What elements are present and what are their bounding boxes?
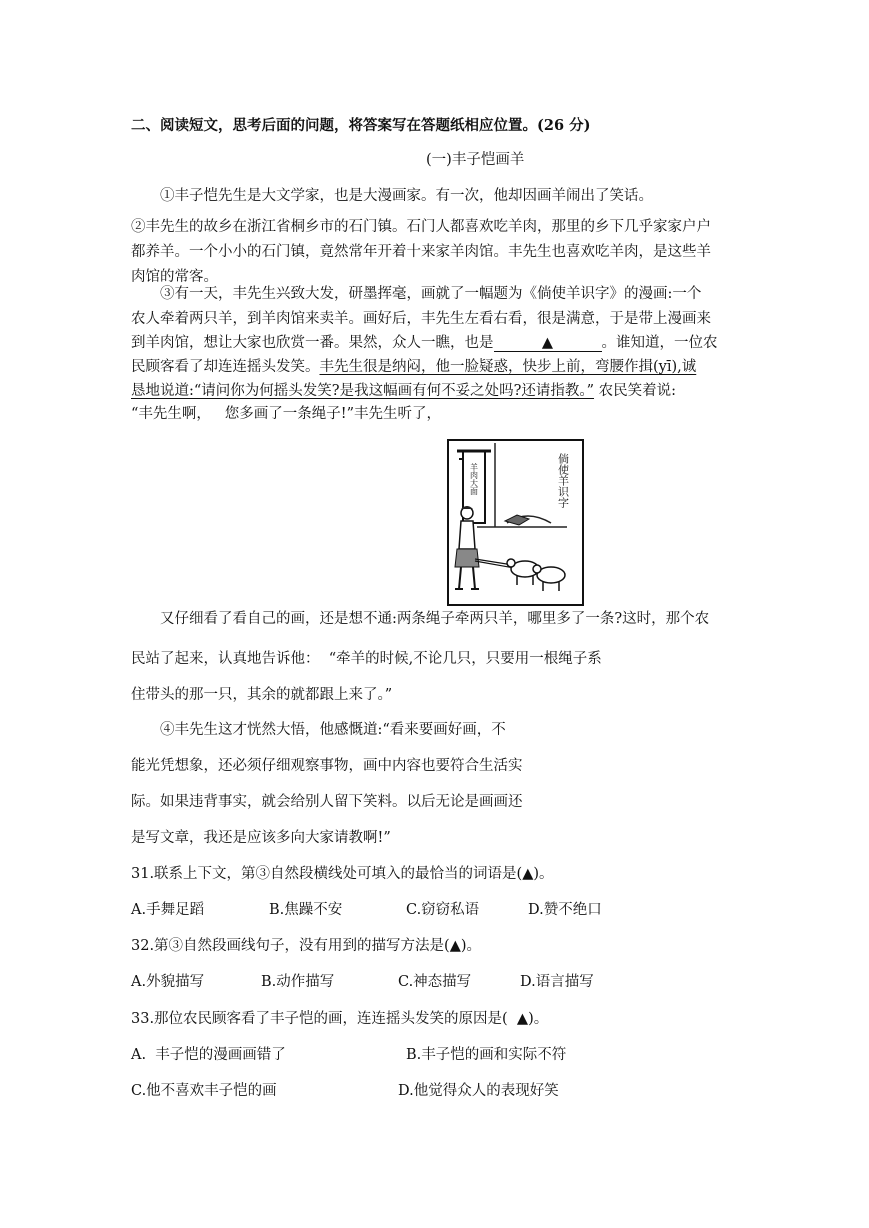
cartoon-caption: 倘使羊识字	[556, 453, 570, 508]
paragraph-4-line-4: 是写文章，我还是应该多向大家请教啊!”	[131, 830, 391, 846]
paragraph-3-line-3-end: 。谁知道，一位农	[601, 335, 718, 351]
cartoon-illustration	[447, 439, 584, 606]
paragraph-3-line-3-text: 到羊肉馆，想让大家也欣赏一番。果然，众人一瞧，也是	[131, 335, 494, 351]
paragraph-3-line-4	[131, 357, 696, 377]
question-31-option-b[interactable]: B.焦躁不安	[269, 902, 343, 918]
shop-sign-text: 羊肉大面	[469, 463, 479, 495]
paragraph-2-line-2: 都养羊。一个小小的石门镇，竟然常年开着十来家羊肉馆。丰先生也喜欢吃羊肉，是这些羊	[131, 244, 711, 260]
paragraph-3-line-8: 民站了起来，认真地告诉他： “牵羊的时候,不论几只，只要用一根绳子系	[131, 651, 602, 667]
paragraph-3-line-6: “丰先生啊， 您多画了一条绳子!”丰先生听了，	[131, 406, 441, 422]
paragraph-3-line-3	[131, 333, 718, 353]
question-31-option-c[interactable]: C.窃窃私语	[406, 902, 480, 918]
answer-blank[interactable]	[494, 335, 602, 352]
passage-title: (一)丰子恺画羊	[426, 152, 525, 168]
blank-triangle-mark: ▲	[541, 335, 554, 351]
question-31-stem: 31.联系上下文，第③自然段横线处可填入的最恰当的词语是(▲)。	[131, 866, 554, 882]
question-31-option-a[interactable]: A.手舞足蹈	[131, 902, 205, 918]
question-32-option-a[interactable]: A.外貌描写	[131, 974, 205, 990]
question-32-stem: 32.第③自然段画线句子，没有用到的描写方法是(▲)。	[131, 938, 482, 954]
paragraph-2-line-1: ②丰先生的故乡在浙江省桐乡市的石门镇。石门人都喜欢吃羊肉，那里的乡下几乎家家户户	[131, 219, 711, 235]
paragraph-4-line-3: 际。如果违背事实，就会给别人留下笑料。以后无论是画画还	[131, 794, 523, 810]
underlined-sentence-part-2: 恳地说道:“请问你为何摇头发笑?是我这幅画有何不妥之处吗?还请指教。”	[131, 383, 595, 399]
paragraph-3-line-4-start: 民顾客看了却连连摇头发笑。	[131, 359, 320, 375]
question-33-option-a[interactable]: A. 丰子恺的漫画画错了	[131, 1047, 286, 1063]
paragraph-1: ①丰子恺先生是大文学家，也是大漫画家。有一次，他却因画羊闹出了笑话。	[160, 188, 653, 204]
section-heading: 二、阅读短文，思考后面的问题，将答案写在答题纸相应位置。(26 分)	[131, 117, 591, 134]
question-32-option-c[interactable]: C.神态描写	[398, 974, 472, 990]
underlined-sentence-part-1: 丰先生很是纳闷，他一脸疑惑，快步上前，弯腰作揖(yī),诚	[319, 359, 697, 375]
paragraph-4-line-1: ④丰先生这才恍然大悟，他感慨道:“看来要画好画，不	[160, 722, 506, 738]
question-32-option-d[interactable]: D.语言描写	[520, 974, 594, 990]
paragraph-3-line-5-end: 农民笑着说:	[594, 383, 677, 399]
question-33-option-c[interactable]: C.他不喜欢丰子恺的画	[131, 1083, 277, 1099]
question-33-option-d[interactable]: D.他觉得众人的表现好笑	[398, 1083, 559, 1099]
paragraph-3-line-9: 住带头的那一只，其余的就都跟上来了。”	[131, 687, 393, 703]
question-31-option-d[interactable]: D.赞不绝口	[528, 902, 602, 918]
cartoon-drawing	[447, 439, 584, 606]
paragraph-3-line-7: 又仔细看了看自己的画，还是想不通:两条绳子牵两只羊，哪里多了一条?这时，那个农	[160, 611, 710, 627]
paragraph-4-line-2: 能光凭想象，还必须仔细观察事物，画中内容也要符合生活实	[131, 758, 523, 774]
paragraph-3-line-5	[131, 381, 676, 401]
paragraph-3-line-2: 农人牵着两只羊，到羊肉馆来卖羊。画好后，丰先生左看右看，很是满意，于是带上漫画来	[131, 311, 711, 327]
paragraph-3-line-1: ③有一天，丰先生兴致大发，研墨挥毫，画就了一幅题为《倘使羊识字》的漫画:一个	[160, 286, 702, 302]
paragraph-2-line-3: 肉馆的常客。	[131, 269, 218, 285]
question-33-option-b[interactable]: B.丰子恺的画和实际不符	[406, 1047, 567, 1063]
question-32-option-b[interactable]: B.动作描写	[261, 974, 335, 990]
question-33-stem: 33.那位农民顾客看了丰子恺的画，连连摇头发笑的原因是( ▲)。	[131, 1011, 549, 1027]
